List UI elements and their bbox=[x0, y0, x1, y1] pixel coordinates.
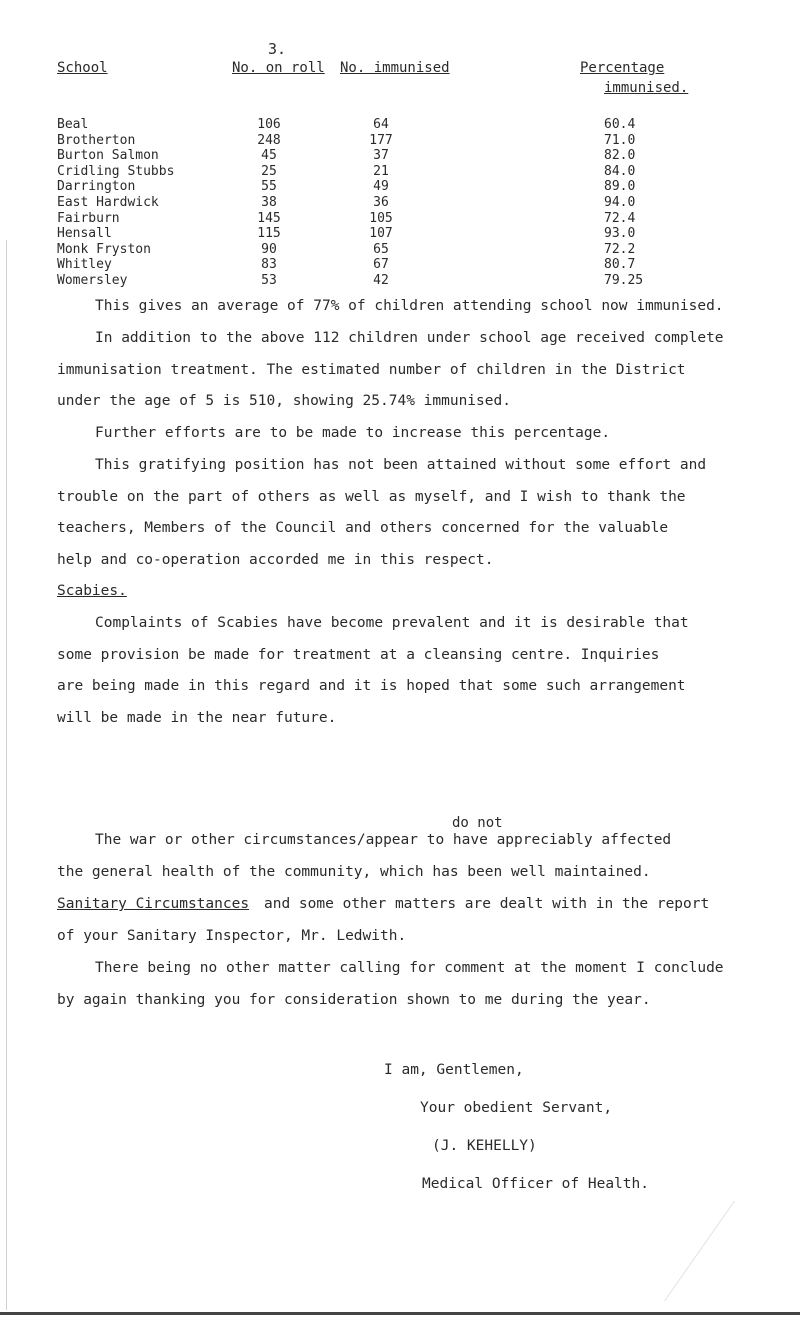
table-row bbox=[0, 179, 800, 195]
header-school: School bbox=[57, 60, 108, 76]
paragraph-sanitary: of your Sanitary Inspector, Mr. Ledwith. bbox=[57, 928, 407, 944]
immunised-cell: 105 bbox=[369, 210, 393, 226]
percentage-cell: 72.2 bbox=[604, 241, 636, 257]
roll-cell: 145 bbox=[257, 210, 281, 226]
page-bottom-edge bbox=[0, 1312, 800, 1315]
paragraph-scabies: will be made in the near future. bbox=[57, 710, 337, 727]
school-cell: Hensall bbox=[57, 226, 112, 242]
immunised-cell: 49 bbox=[373, 179, 389, 195]
paragraph-acknowledgement: This gratifying position has not been attained without some effort and bbox=[95, 457, 707, 473]
scan-margin-line bbox=[6, 240, 7, 1310]
heading-sanitary-circumstances: Sanitary Circumstances bbox=[57, 896, 250, 912]
signatory-name: (J. KEHELLY) bbox=[432, 1138, 537, 1154]
roll-cell: 53 bbox=[261, 273, 277, 288]
signatory-title: Medical Officer of Health. bbox=[422, 1176, 649, 1192]
paragraph-scabies: some provision be made for treatment at a cleansing centre. Inquiries bbox=[57, 646, 660, 663]
handwritten-insert: do not bbox=[452, 815, 503, 831]
table-row bbox=[0, 164, 800, 180]
school-cell: Womersley bbox=[57, 273, 128, 288]
table-row bbox=[0, 195, 800, 211]
salutation: I am, Gentlemen, bbox=[384, 1062, 524, 1078]
immunised-cell: 64 bbox=[373, 117, 389, 132]
roll-cell: 25 bbox=[261, 163, 277, 179]
school-cell: Whitley bbox=[57, 257, 112, 273]
percentage-cell: 80.7 bbox=[604, 257, 636, 273]
percentage-cell: 93.0 bbox=[604, 226, 636, 242]
percentage-cell: 82.0 bbox=[604, 148, 636, 164]
immunised-cell: 36 bbox=[373, 195, 389, 210]
school-cell: Darrington bbox=[57, 179, 136, 195]
roll-cell: 115 bbox=[257, 226, 281, 242]
roll-cell: 45 bbox=[261, 148, 277, 164]
heading-scabies: Scabies. bbox=[57, 583, 127, 599]
school-cell: East Hardwick bbox=[57, 195, 159, 210]
roll-cell: 38 bbox=[261, 195, 277, 210]
paragraph-scabies: are being made in this regard and it is hoped that some such arrangement bbox=[57, 678, 686, 695]
paragraph-under-school-age: under the age of 5 is 510, showing 25.74% immunised. bbox=[57, 393, 511, 410]
header-roll: No. on roll bbox=[232, 60, 325, 76]
header-percentage-line2: immunised. bbox=[604, 80, 689, 96]
paragraph-acknowledgement: trouble on the part of others as well as myself, and I wish to thank the bbox=[57, 488, 686, 505]
roll-cell: 248 bbox=[257, 132, 281, 148]
percentage-cell: 89.0 bbox=[604, 179, 636, 195]
school-cell: Cridling Stubbs bbox=[57, 163, 175, 179]
paragraph-average: This gives an average of 77% of children attending school now immunised. bbox=[95, 298, 724, 314]
school-cell: Beal bbox=[57, 117, 89, 132]
immunised-cell: 67 bbox=[373, 257, 389, 273]
immunised-cell: 65 bbox=[373, 241, 389, 257]
school-cell: Fairburn bbox=[57, 210, 120, 226]
table-row bbox=[0, 226, 800, 242]
table-row bbox=[0, 211, 800, 227]
header-immunised: No. immunised bbox=[340, 60, 450, 76]
table-row bbox=[0, 133, 800, 149]
paragraph-conclusion: by again thanking you for consideration shown to me during the year. bbox=[57, 991, 651, 1008]
table-row bbox=[0, 117, 800, 133]
table-row bbox=[0, 257, 800, 273]
paragraph-war-health: The war or other circumstances/appear to have appreciably affected bbox=[95, 832, 672, 848]
immunised-cell: 42 bbox=[373, 273, 389, 288]
roll-cell: 55 bbox=[261, 179, 277, 195]
school-cell: Burton Salmon bbox=[57, 148, 159, 164]
paragraph-conclusion: There being no other matter calling for comment at the moment I conclude bbox=[95, 960, 724, 976]
immunised-cell: 21 bbox=[373, 163, 389, 179]
percentage-cell: 94.0 bbox=[604, 195, 636, 210]
paragraph-war-health: the general health of the community, which has been well maintained. bbox=[57, 863, 651, 880]
roll-cell: 106 bbox=[257, 117, 281, 132]
percentage-cell: 84.0 bbox=[604, 163, 636, 179]
school-cell: Brotherton bbox=[57, 132, 136, 148]
immunised-cell: 107 bbox=[369, 226, 393, 242]
paragraph-sanitary: and some other matters are dealt with in the report bbox=[264, 896, 710, 912]
percentage-cell: 72.4 bbox=[604, 210, 636, 226]
immunised-cell: 177 bbox=[369, 132, 393, 148]
school-cell: Monk Fryston bbox=[57, 241, 151, 257]
table-row bbox=[0, 148, 800, 164]
paragraph-acknowledgement: help and co-operation accorded me in this respect. bbox=[57, 552, 494, 569]
corner-mark bbox=[664, 1201, 800, 1301]
paragraph-scabies: Complaints of Scabies have become prevalent and it is desirable that bbox=[95, 615, 689, 631]
percentage-cell: 60.4 bbox=[604, 117, 636, 132]
paragraph-under-school-age: immunisation treatment. The estimated number of children in the District bbox=[57, 361, 686, 378]
table-row bbox=[0, 242, 800, 258]
roll-cell: 90 bbox=[261, 241, 277, 257]
paragraph-acknowledgement: teachers, Members of the Council and others concerned for the valuable bbox=[57, 520, 669, 537]
header-percentage: Percentage bbox=[580, 60, 665, 76]
paragraph-under-school-age: In addition to the above 112 children under school age received complete bbox=[95, 330, 724, 346]
closing: Your obedient Servant, bbox=[420, 1100, 613, 1116]
percentage-cell: 79.25 bbox=[604, 273, 644, 288]
table-row bbox=[0, 273, 800, 289]
immunised-cell: 37 bbox=[373, 148, 389, 164]
percentage-cell: 71.0 bbox=[604, 132, 636, 148]
page-number: 3. bbox=[268, 40, 287, 58]
paragraph-further-efforts: Further efforts are to be made to increase this percentage. bbox=[95, 425, 611, 441]
roll-cell: 83 bbox=[261, 257, 277, 273]
